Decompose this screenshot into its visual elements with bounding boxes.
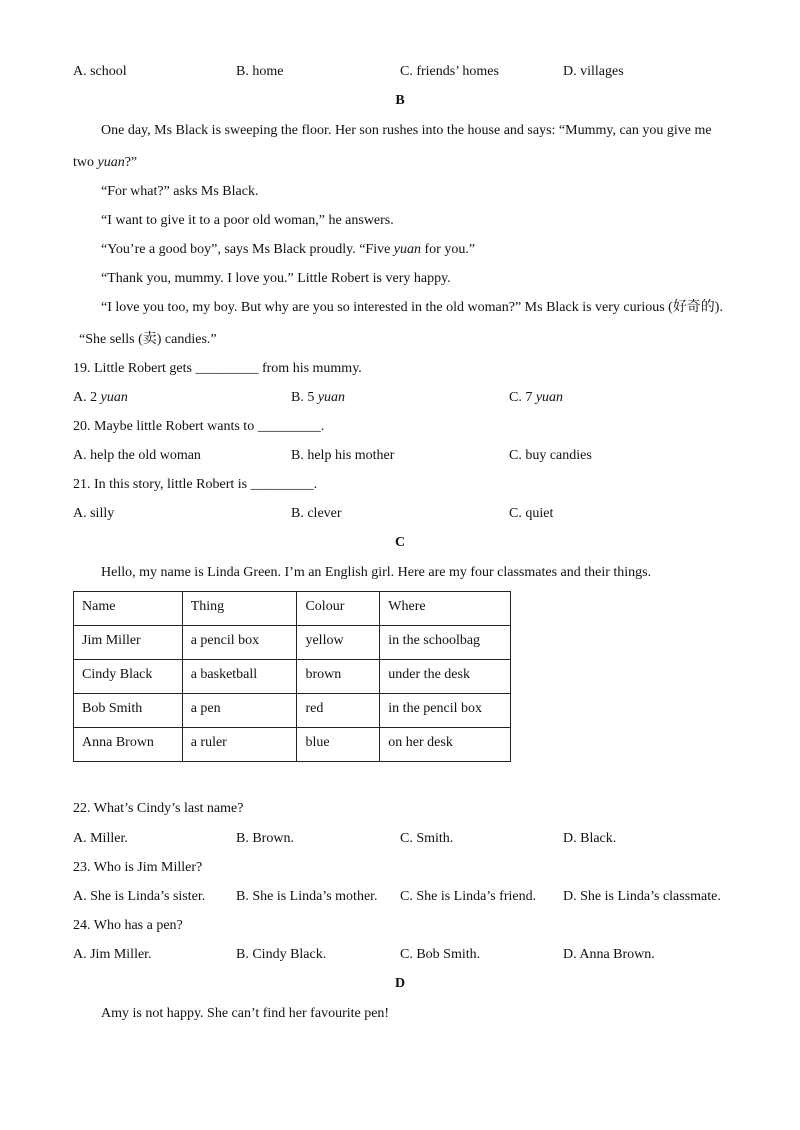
- q21-stem: 21. In this story, little Robert is _________.: [73, 477, 318, 492]
- table-row: [74, 694, 511, 728]
- table-cell: a pen: [182, 694, 297, 728]
- table-cell: red: [297, 694, 380, 728]
- table-row: [74, 728, 511, 762]
- q24-option-d: D. Anna Brown.: [563, 947, 655, 962]
- table-cell: a ruler: [182, 728, 297, 762]
- table-cell: yellow: [297, 626, 380, 660]
- q23-option-c: C. She is Linda’s friend.: [400, 889, 537, 904]
- classmates-table: [73, 591, 511, 762]
- q23-option-d: D. She is Linda’s classmate.: [563, 889, 721, 904]
- table-cell: in the pencil box: [380, 694, 511, 728]
- table-row: [74, 660, 511, 694]
- q20-option-a: A. help the old woman: [73, 448, 201, 463]
- section-b-paragraph-6: “I love you too, my boy. But why are you so interested in the old woman?” Ms Black is very curious (好奇的).: [101, 300, 723, 315]
- table-header-cell: Colour: [297, 592, 380, 626]
- table-cell: brown: [297, 660, 380, 694]
- q23-option-b: B. She is Linda’s mother.: [236, 889, 378, 904]
- q18-option-c: C. friends’ homes: [400, 64, 499, 79]
- table-header-cell: Where: [380, 592, 511, 626]
- table-cell: Cindy Black: [74, 660, 183, 694]
- q20-stem: 20. Maybe little Robert wants to _________.: [73, 419, 325, 434]
- table-cell: in the schoolbag: [380, 626, 511, 660]
- q24-stem: 24. Who has a pen?: [73, 918, 183, 933]
- section-c-intro: Hello, my name is Linda Green. I’m an English girl. Here are my four classmates and their things.: [101, 565, 652, 580]
- table-cell: Anna Brown: [74, 728, 183, 762]
- section-d-heading: D: [394, 976, 406, 991]
- table-cell: under the desk: [380, 660, 511, 694]
- section-b-paragraph-7: “She sells (卖) candies.”: [79, 332, 217, 347]
- section-b-paragraph-1: One day, Ms Black is sweeping the floor. Her son rushes into the house and says: “Mummy, can you give me: [101, 123, 712, 138]
- table-cell: on her desk: [380, 728, 511, 762]
- q23-stem: 23. Who is Jim Miller?: [73, 860, 203, 875]
- section-b-paragraph-1-cont: two yuan?”: [73, 155, 138, 170]
- q19-stem: 19. Little Robert gets _________ from his mummy.: [73, 361, 362, 376]
- table-cell: a pencil box: [182, 626, 297, 660]
- q21-option-a: A. silly: [73, 506, 115, 521]
- table-cell: Bob Smith: [74, 694, 183, 728]
- q19-option-b: B. 5 yuan: [291, 390, 346, 405]
- q20-option-c: C. buy candies: [509, 448, 592, 463]
- section-b-paragraph-5: “Thank you, mummy. I love you.” Little Robert is very happy.: [101, 271, 451, 286]
- q20-option-b: B. help his mother: [291, 448, 395, 463]
- table-cell: Jim Miller: [74, 626, 183, 660]
- q18-option-a: A. school: [73, 64, 127, 79]
- q18-option-b: B. home: [236, 64, 284, 79]
- section-b-paragraph-4: “You’re a good boy”, says Ms Black proudly. “Five yuan for you.”: [101, 242, 476, 257]
- section-d-paragraph-1: Amy is not happy. She can’t find her favourite pen!: [101, 1006, 390, 1021]
- q22-option-b: B. Brown.: [236, 831, 294, 846]
- q19-option-c: C. 7 yuan: [509, 390, 564, 405]
- q22-option-d: D. Black.: [563, 831, 617, 846]
- table-header-row: [74, 592, 511, 626]
- q24-option-b: B. Cindy Black.: [236, 947, 327, 962]
- section-b-heading: B: [395, 93, 405, 108]
- section-b-paragraph-2: “For what?” asks Ms Black.: [101, 184, 259, 199]
- q21-option-b: B. clever: [291, 506, 342, 521]
- q24-option-a: A. Jim Miller.: [73, 947, 152, 962]
- q22-stem: 22. What’s Cindy’s last name?: [73, 801, 244, 816]
- q23-option-a: A. She is Linda’s sister.: [73, 889, 206, 904]
- table-header-cell: Thing: [182, 592, 297, 626]
- q24-option-c: C. Bob Smith.: [400, 947, 481, 962]
- q19-option-a: A. 2 yuan: [73, 390, 128, 405]
- section-b-paragraph-3: “I want to give it to a poor old woman,” he answers.: [101, 213, 394, 228]
- q18-option-d: D. villages: [563, 64, 624, 79]
- table-row: [74, 626, 511, 660]
- section-c-heading: C: [394, 535, 406, 550]
- q21-option-c: C. quiet: [509, 506, 554, 521]
- q22-option-a: A. Miller.: [73, 831, 128, 846]
- q22-option-c: C. Smith.: [400, 831, 454, 846]
- table-header-cell: Name: [74, 592, 183, 626]
- table-cell: blue: [297, 728, 380, 762]
- table-cell: a basketball: [182, 660, 297, 694]
